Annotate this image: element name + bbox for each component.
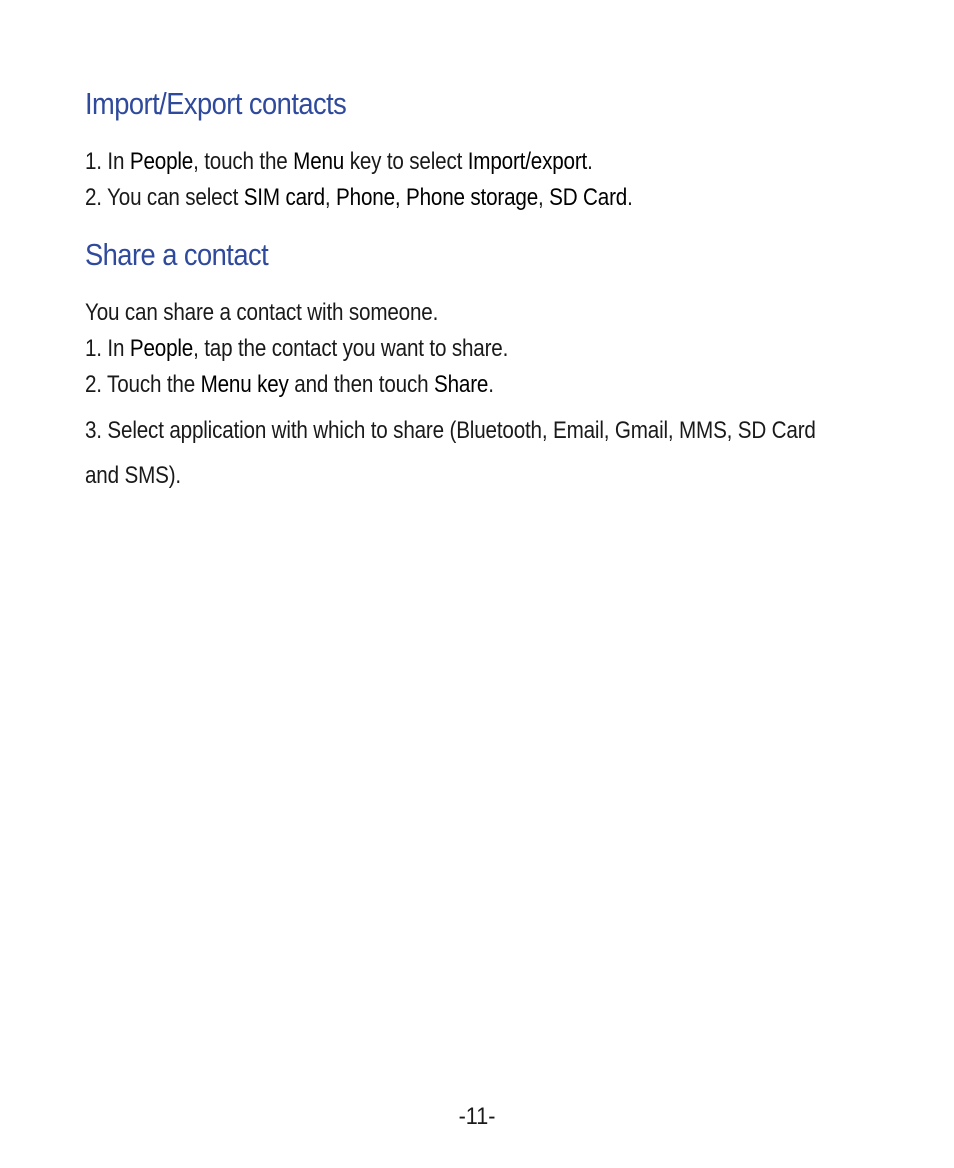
step-text: , (538, 184, 550, 211)
share-step-3-line-2: and SMS). (85, 462, 181, 489)
import-step-1 (85, 148, 593, 176)
keyword-share: Share (433, 371, 489, 398)
step-text: . (587, 148, 593, 175)
step-text: key to select (344, 148, 468, 175)
section-title-import-export: Import/Export contacts (85, 86, 347, 121)
keyword-people: People (129, 148, 194, 175)
keyword-import-export: Import/export (467, 148, 588, 175)
keyword-menu-key: Menu key (200, 371, 289, 398)
step-text: 2. You can select (85, 184, 244, 211)
share-step-2 (85, 371, 494, 399)
keyword-phone-storage: Phone, Phone storage (336, 184, 539, 211)
keyword-menu: Menu (293, 148, 345, 175)
keyword-sd-card: SD Card (549, 184, 628, 211)
step-text: and then touch (288, 371, 434, 398)
keyword-sim-card: SIM card (243, 184, 325, 211)
step-text: 2. Touch the (85, 371, 201, 398)
import-step-2 (85, 184, 633, 212)
page-number: -11- (458, 1103, 496, 1130)
section-title-share-contact: Share a contact (85, 237, 269, 272)
step-text: 1. In (85, 148, 130, 175)
share-step-1 (85, 335, 508, 363)
step-text: , touch the (193, 148, 294, 175)
step-text: . (627, 184, 633, 211)
keyword-people: People (129, 335, 194, 362)
step-text: 1. In (85, 335, 130, 362)
share-step-3-line-1: 3. Select application with which to share (Bluetooth, Email, Gmail, MMS, SD Card (85, 417, 816, 444)
step-text: , (324, 184, 337, 211)
step-text: , tap the contact you want to share. (193, 335, 509, 362)
step-text: . (488, 371, 494, 398)
share-intro: You can share a contact with someone. (85, 299, 439, 326)
